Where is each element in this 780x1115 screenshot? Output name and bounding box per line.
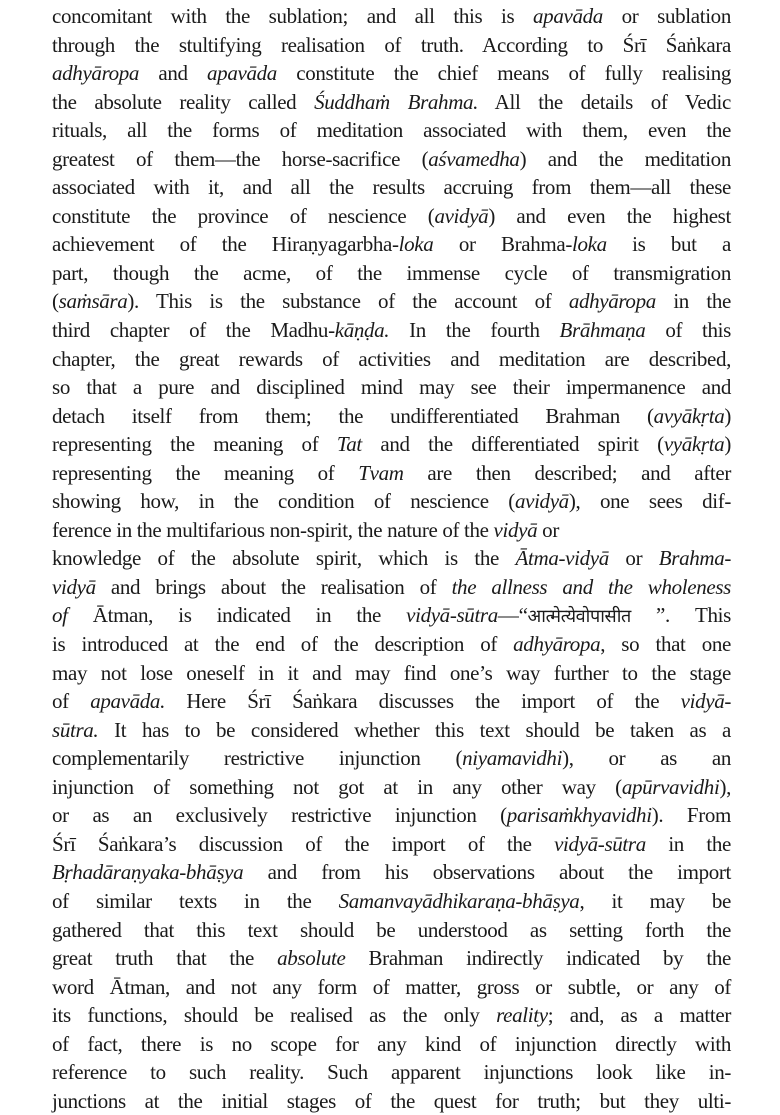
italic-term: aśvamedha	[428, 146, 520, 171]
text-line	[52, 544, 731, 573]
text-line	[52, 88, 731, 117]
text-run: (	[52, 289, 59, 314]
italic-term: apūrvavidhi	[621, 774, 720, 799]
italic-term: avidyā	[434, 203, 489, 228]
italic-term: Brāhmaṇa	[559, 318, 646, 343]
text-run: great truth that the	[52, 946, 278, 971]
text-run: of fact, there is no scope for any kind of injunction directly with	[52, 1031, 731, 1056]
text-run: —“	[497, 603, 528, 628]
italic-term: adhyāropa	[568, 289, 656, 314]
text-run: All the details of Vedic	[478, 89, 731, 114]
text-run: representing the meaning of	[52, 460, 359, 485]
text-run: or	[608, 546, 659, 571]
devanagari-quote: आत्मेत्येवोपासीत	[527, 606, 631, 628]
italic-term: apavāda	[207, 61, 277, 86]
text-run: ) and even the highest	[488, 203, 731, 228]
text-line	[52, 230, 731, 259]
italic-term: saṁsāra	[58, 289, 128, 314]
italic-term: adhyāropa	[52, 61, 140, 86]
text-run: representing the meaning of	[52, 432, 337, 457]
text-line	[52, 31, 731, 60]
italic-term: Śuddhaṁ Brahma.	[314, 89, 479, 114]
text-line	[52, 659, 731, 688]
text-line	[52, 259, 731, 288]
text-line	[52, 858, 731, 887]
italic-term: vidyā	[493, 517, 538, 542]
text-line	[52, 59, 731, 88]
text-run: of this	[645, 318, 731, 343]
italic-term: vidyā	[52, 574, 96, 599]
text-line	[52, 887, 731, 916]
text-run: or sublation	[602, 4, 731, 28]
text-run: ”. This	[630, 603, 731, 628]
text-run: )	[724, 432, 731, 457]
text-line	[52, 487, 731, 516]
text-line	[52, 1030, 731, 1059]
text-run: ). This is the substance of the account of	[127, 289, 569, 314]
italic-term: Brahma-	[658, 546, 731, 571]
text-run: constitute the province of nescience (	[52, 203, 435, 228]
italic-term: Samanvayādhikaraṇa-bhāṣya	[338, 888, 580, 913]
italic-term: avidyā	[514, 489, 569, 514]
text-run: Brahman indirectly indicated by the	[345, 946, 731, 971]
text-line	[52, 316, 731, 345]
text-line	[52, 601, 731, 630]
text-run: may not lose oneself in it and may find one’s way further to the stage	[52, 660, 731, 685]
italic-term: Ātma-vidyā	[515, 546, 609, 571]
italic-term: apavāda	[533, 4, 603, 28]
text-run: ). From	[651, 803, 731, 828]
text-line	[52, 1001, 731, 1030]
text-line	[52, 430, 731, 459]
text-line	[52, 716, 731, 745]
text-run: or	[537, 517, 559, 542]
text-line	[52, 145, 731, 174]
text-run: Here Śrī Śaṅkara discusses the import of the	[164, 689, 681, 714]
text-run: or as an exclusively restrictive injunction (	[52, 803, 507, 828]
text-run: of	[52, 689, 91, 714]
text-line	[52, 973, 731, 1002]
text-run: in the	[645, 831, 731, 856]
italic-term: loka	[572, 232, 607, 257]
text-run: knowledge of the absolute spirit, which is the	[52, 546, 516, 571]
text-run: part, though the acme, of the immense cycle of transmigration	[52, 260, 731, 285]
text-run: ; and, as a matter	[547, 1003, 731, 1028]
text-run: and brings about the realisation of	[95, 574, 452, 599]
text-run: gathered that this text should be understood as setting forth the	[52, 917, 731, 942]
text-run: ), or as an	[562, 746, 731, 771]
italic-term: adhyāropa	[513, 632, 601, 657]
text-line	[52, 830, 731, 859]
text-line	[52, 402, 731, 431]
text-line	[52, 202, 731, 231]
text-run: and from his observations about the import	[243, 860, 731, 885]
text-run: ference in the multifarious non-spirit, the nature of the	[52, 517, 494, 542]
text-run: of similar texts in the	[52, 888, 339, 913]
italic-term: Tvam	[358, 460, 404, 485]
text-line	[52, 1087, 731, 1115]
text-line	[52, 116, 731, 145]
text-run: in the	[655, 289, 731, 314]
text-run: so that a pure and disciplined mind may see their impermanence and	[52, 375, 731, 400]
text-run: or Brahma-	[433, 232, 573, 257]
text-run: associated with it, and all the results accruing from them—all these	[52, 175, 731, 200]
text-line	[52, 373, 731, 402]
text-line	[52, 516, 731, 545]
text-line	[52, 916, 731, 945]
text-line	[52, 744, 731, 773]
text-run: achievement of the Hiraṇyagarbha-	[52, 232, 399, 257]
text-run: is introduced at the end of the description of	[52, 632, 514, 657]
text-run: reference to such reality. Such apparent injunctions look like in-	[52, 1060, 731, 1085]
text-line	[52, 687, 731, 716]
document-page	[52, 2, 731, 1115]
italic-term: vidyā-sūtra	[406, 603, 498, 628]
text-run: concomitant with the sublation; and all this is	[52, 4, 534, 28]
text-run: third chapter of the Madhu-	[52, 318, 335, 343]
text-run: complementarily restrictive injunction (	[52, 746, 463, 771]
italic-term: vidyā-sūtra	[554, 831, 646, 856]
text-line	[52, 944, 731, 973]
italic-term: vyākṛta	[663, 432, 725, 457]
text-line	[52, 459, 731, 488]
text-run: through the stultifying realisation of truth. According to Śrī Śaṅkara	[52, 32, 731, 57]
italic-term: sūtra.	[52, 717, 99, 742]
text-line	[52, 2, 731, 31]
text-run: )	[724, 403, 731, 428]
text-run: and the differentiated spirit (	[361, 432, 664, 457]
text-run: In the fourth	[389, 318, 560, 343]
italic-term: avyākṛta	[653, 403, 725, 428]
text-run: rituals, all the forms of meditation associated with them, even the	[52, 118, 731, 143]
text-line	[52, 573, 731, 602]
italic-term: reality	[496, 1003, 548, 1028]
italic-term: vidyā-	[680, 689, 731, 714]
text-run: , so that one	[600, 632, 731, 657]
italic-term: kāṇḍa.	[334, 318, 390, 343]
italic-term: Bṛhadāraṇyaka-bhāṣya	[52, 860, 244, 885]
text-run: constitute the chief means of fully realising	[276, 61, 731, 86]
text-run: Śrī Śaṅkara’s discussion of the import of the	[52, 831, 555, 856]
text-run: word Ātman, and not any form of matter, gross or subtle, or any of	[52, 974, 731, 999]
text-run: are then described; and after	[403, 460, 731, 485]
text-line	[52, 801, 731, 830]
italic-term: Tat	[336, 432, 362, 457]
text-run: its functions, should be realised as the only	[52, 1003, 497, 1028]
text-run: Ātman, is indicated in the	[67, 603, 407, 628]
text-run: and	[139, 61, 208, 86]
text-run: is but a	[606, 232, 731, 257]
text-run: ), one sees dif-	[568, 489, 731, 514]
text-line	[52, 287, 731, 316]
text-line	[52, 173, 731, 202]
text-line	[52, 773, 731, 802]
text-run: injunction of something not got at in any other way (	[52, 774, 622, 799]
italic-term: of	[52, 603, 68, 628]
italic-term: the allness and the wholeness	[451, 574, 731, 599]
text-run: ),	[719, 774, 731, 799]
text-line	[52, 345, 731, 374]
italic-term: niyamavidhi	[462, 746, 563, 771]
text-run: ) and the meditation	[519, 146, 731, 171]
italic-term: parisaṁkhyavidhi	[506, 803, 652, 828]
text-run: junctions at the initial stages of the quest for truth; but they ulti-	[52, 1088, 731, 1113]
text-line	[52, 1058, 731, 1087]
text-run: showing how, in the condition of nescience (	[52, 489, 515, 514]
italic-term: absolute	[277, 946, 346, 971]
text-run: , it may be	[579, 888, 731, 913]
text-run: the absolute reality called	[52, 89, 315, 114]
text-run: It has to be considered whether this text should be taken as a	[98, 717, 731, 742]
text-line	[52, 630, 731, 659]
text-run: greatest of them—the horse-sacrifice (	[52, 146, 429, 171]
text-run: detach itself from them; the undifferentiated Brahman (	[52, 403, 654, 428]
text-run: chapter, the great rewards of activities and meditation are described,	[52, 346, 731, 371]
italic-term: apavāda.	[90, 689, 165, 714]
italic-term: loka	[398, 232, 434, 257]
